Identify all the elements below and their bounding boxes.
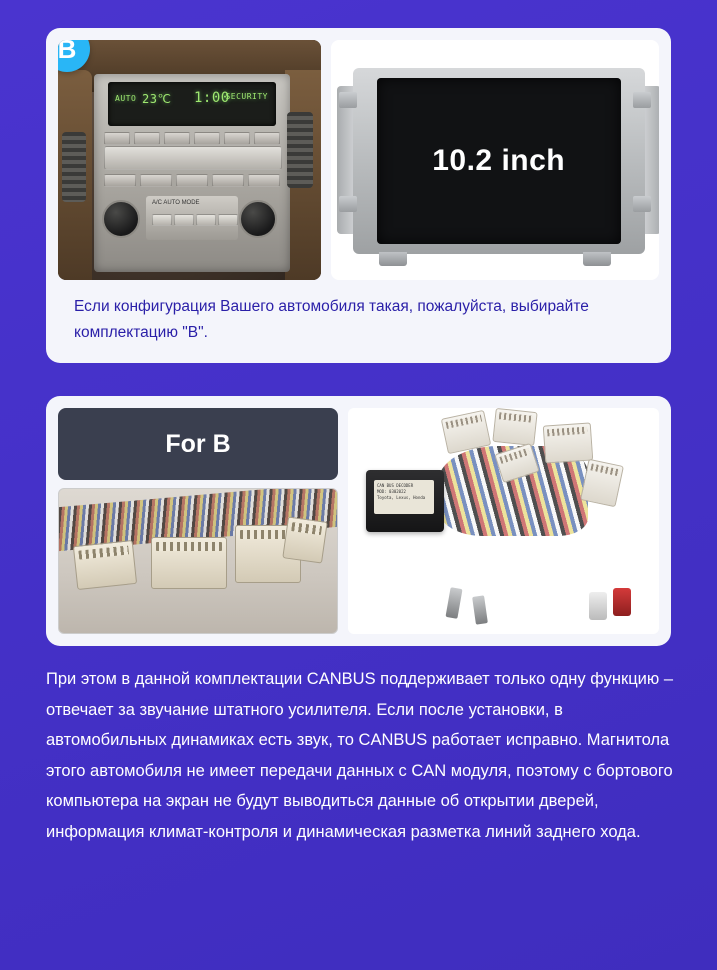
config-b-caption: Если конфигурация Вашего автомобиля такая, пожалуйста, выбирайте комплектацию "B". xyxy=(74,298,589,341)
cd-slot xyxy=(104,146,282,170)
dash-button xyxy=(212,174,244,187)
factory-connector xyxy=(73,540,137,590)
display-mode-label: AUTO xyxy=(115,94,137,103)
climate-button xyxy=(196,214,216,226)
option-b-badge: B xyxy=(58,40,90,72)
climate-button xyxy=(174,214,194,226)
tune-knob xyxy=(239,200,277,238)
dash-button xyxy=(140,174,172,187)
harness-plug xyxy=(543,422,594,463)
canbus-module-sticker xyxy=(374,480,434,514)
factory-connector xyxy=(151,537,227,589)
air-vent-right xyxy=(287,112,313,188)
bezel-foot xyxy=(379,252,407,266)
canbus-decoder-module xyxy=(366,470,444,532)
dash-button xyxy=(176,174,208,187)
for-b-label-panel: For B xyxy=(58,408,338,480)
dash-button xyxy=(104,174,136,187)
climate-button xyxy=(218,214,238,226)
dash-button xyxy=(224,132,250,145)
dash-button-row-top xyxy=(104,132,280,145)
canbus-sticker-line-3: Toyota, Lexus, Honda xyxy=(377,495,426,500)
climate-control-panel xyxy=(146,196,238,240)
display-security-label: SECURITY xyxy=(225,92,268,101)
harness-plug xyxy=(580,459,624,508)
climate-button xyxy=(152,214,172,226)
rca-connector-red xyxy=(613,588,631,616)
mount-tab xyxy=(339,92,357,108)
mount-tab xyxy=(633,196,651,212)
display-clock: 1:00 xyxy=(194,90,230,106)
config-b-card xyxy=(46,28,671,363)
display-temperature: 23℃ xyxy=(142,92,172,106)
factory-display-screen xyxy=(108,82,276,126)
canbus-wiring-harness-photo xyxy=(348,408,659,634)
air-vent-left xyxy=(62,132,86,202)
for-b-card xyxy=(46,396,671,646)
volume-knob xyxy=(102,200,140,238)
connector-pins xyxy=(156,542,222,551)
dash-button-row-bottom xyxy=(104,174,280,187)
mount-tab xyxy=(633,92,651,108)
plug-pins xyxy=(445,415,482,429)
plug-pins xyxy=(499,412,534,423)
bezel-foot xyxy=(583,252,611,266)
canbus-sticker-line-1: CAN BUS DECODER xyxy=(377,483,414,488)
connector-pins xyxy=(291,522,322,535)
canbus-description-text: При этом в данной комплектации CANBUS поддерживает только одну функцию – отвечает за звучание штатного усилителя. Если после установки, в автомобильных динамиках есть звук, то CANBUS работает исправно. Магнитола этого автомобиля не имеет передачи данных с CAN модуля, поэтому с бортового компьютера на экран не будут выводиться данные об открытии дверей, информация климат-контроля и динамическая разметка линий заднего хода. xyxy=(46,670,674,841)
factory-connector xyxy=(282,516,327,563)
dash-button xyxy=(254,132,280,145)
rca-connector-white xyxy=(589,592,607,620)
audio-jack xyxy=(445,587,462,619)
dash-button xyxy=(248,174,280,187)
climate-panel-label: A/C AUTO MODE xyxy=(152,200,200,206)
dash-button xyxy=(194,132,220,145)
audio-jack xyxy=(472,595,488,624)
dash-button xyxy=(134,132,160,145)
harness-plug xyxy=(492,408,537,446)
radio-screen xyxy=(377,78,621,244)
for-b-left-column xyxy=(58,408,338,634)
screen-size-label: 10.2 inch xyxy=(432,144,566,177)
aftermarket-radio-photo xyxy=(331,40,659,280)
plug-pins xyxy=(590,463,619,476)
canbus-sticker-line-2: MOD: 0302022 xyxy=(377,489,406,494)
connector-pins xyxy=(78,545,129,559)
dash-button xyxy=(104,132,130,145)
mount-tab xyxy=(339,196,357,212)
dash-button xyxy=(164,132,190,145)
factory-head-unit-photo xyxy=(58,40,321,280)
factory-connectors-photo xyxy=(58,488,338,634)
plug-pins xyxy=(547,427,587,437)
photo-row xyxy=(58,40,659,280)
plug-pins xyxy=(499,448,530,464)
